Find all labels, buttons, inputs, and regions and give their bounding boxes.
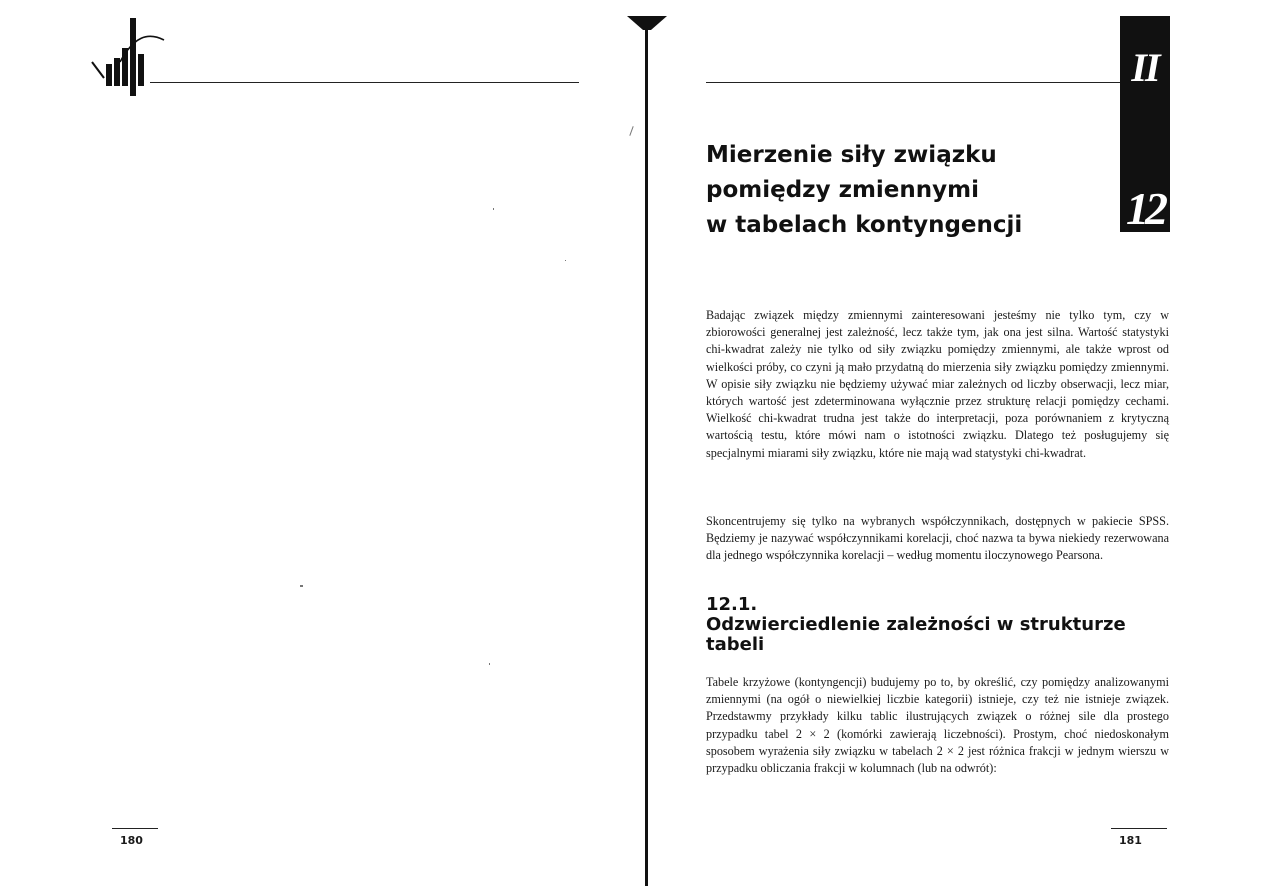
page-number-left: 180	[120, 834, 143, 847]
chapter-title-line: w tabelach kontyngencji	[706, 212, 1023, 238]
header-rule-left	[150, 82, 579, 83]
intro-paragraph: Skoncentrujemy się tylko na wybranych współczynnikach, dostępnych w pakiecie SPSS. Będziemy je nazywać współczynnikami korelacji, choć nazwa ta bywa niekiedy rezerwowana dla jednego współczynnika korelacji – według momentu iloczynowego Pearsona.	[706, 514, 1169, 563]
intro-paragraph: Badając związek między zmiennymi zainteresowani jesteśmy nie tylko tym, czy w zbiorowości generalnej jest zależność, lecz także tym, jak ona jest silna. Wartość statystyki chi-kwadrat zależy nie tylko od siły związku pomiędzy zmiennymi, ale także wprost od wielkości próby, co czyni ją mało przydatną do mierzenia siły związku pomiędzy zmiennymi. W opisie siły związku nie będziemy używać miar zależnych od liczby obserwacji, lecz miar, których wartość jest zdeterminowana wyłącznie przez strukturę relacji pomiędzy cechami. Wielkość chi-kwadrat trudna jest także do interpretacji, poza porównaniem z krytyczną wartością testu, które mówi nam o istotności związku. Dlatego też posługujemy się specjalnymi miarami siły związku, które nie mają wad statystyki chi-kwadrat.	[706, 308, 1169, 460]
part-marker: II	[1131, 45, 1159, 90]
scan-speck	[565, 260, 566, 261]
scan-speck	[489, 663, 490, 665]
section-heading	[706, 595, 1169, 655]
page-number-right: 181	[1119, 834, 1142, 847]
page-number-rule	[112, 828, 158, 829]
section-number: 12.1.	[706, 594, 758, 615]
chapter-title-line: Mierzenie siły związku	[706, 142, 997, 168]
section-paragraph: Tabele krzyżowe (kontyngencji) budujemy po to, by określić, czy pomiędzy analizowanymi zmiennymi (na ogół o niewielkiej liczbie kategorii) istnieje, czy też nie istnieje związek. Przedstawmy przykłady kilku tablic ilustrujących związek o różnej sile dla prostego przypadku tabel 2 × 2 (komórki zawierają liczebności). Prostym, choć niedoskonałym sposobem wyrażenia siły związku w tabelach 2 × 2 jest różnica frakcji w jednym wierszu w przypadku obliczania frakcji w kolumnach (lub na odwrót):	[706, 675, 1169, 776]
header-rule-right	[706, 82, 1126, 83]
book-spine	[645, 28, 648, 886]
scan-speck	[300, 585, 303, 587]
bar-chart-logo-icon	[90, 18, 170, 98]
section-title: Odzwierciedlenie zależności w strukturze tabeli	[706, 614, 1126, 655]
chapter-title-line: pomiędzy zmiennymi	[706, 177, 979, 203]
page-number-rule	[1111, 828, 1167, 829]
chapter-number: 12	[1126, 183, 1164, 234]
scan-speck	[493, 208, 494, 210]
chapter-title	[706, 138, 1106, 243]
chapter-tab	[1120, 16, 1170, 232]
